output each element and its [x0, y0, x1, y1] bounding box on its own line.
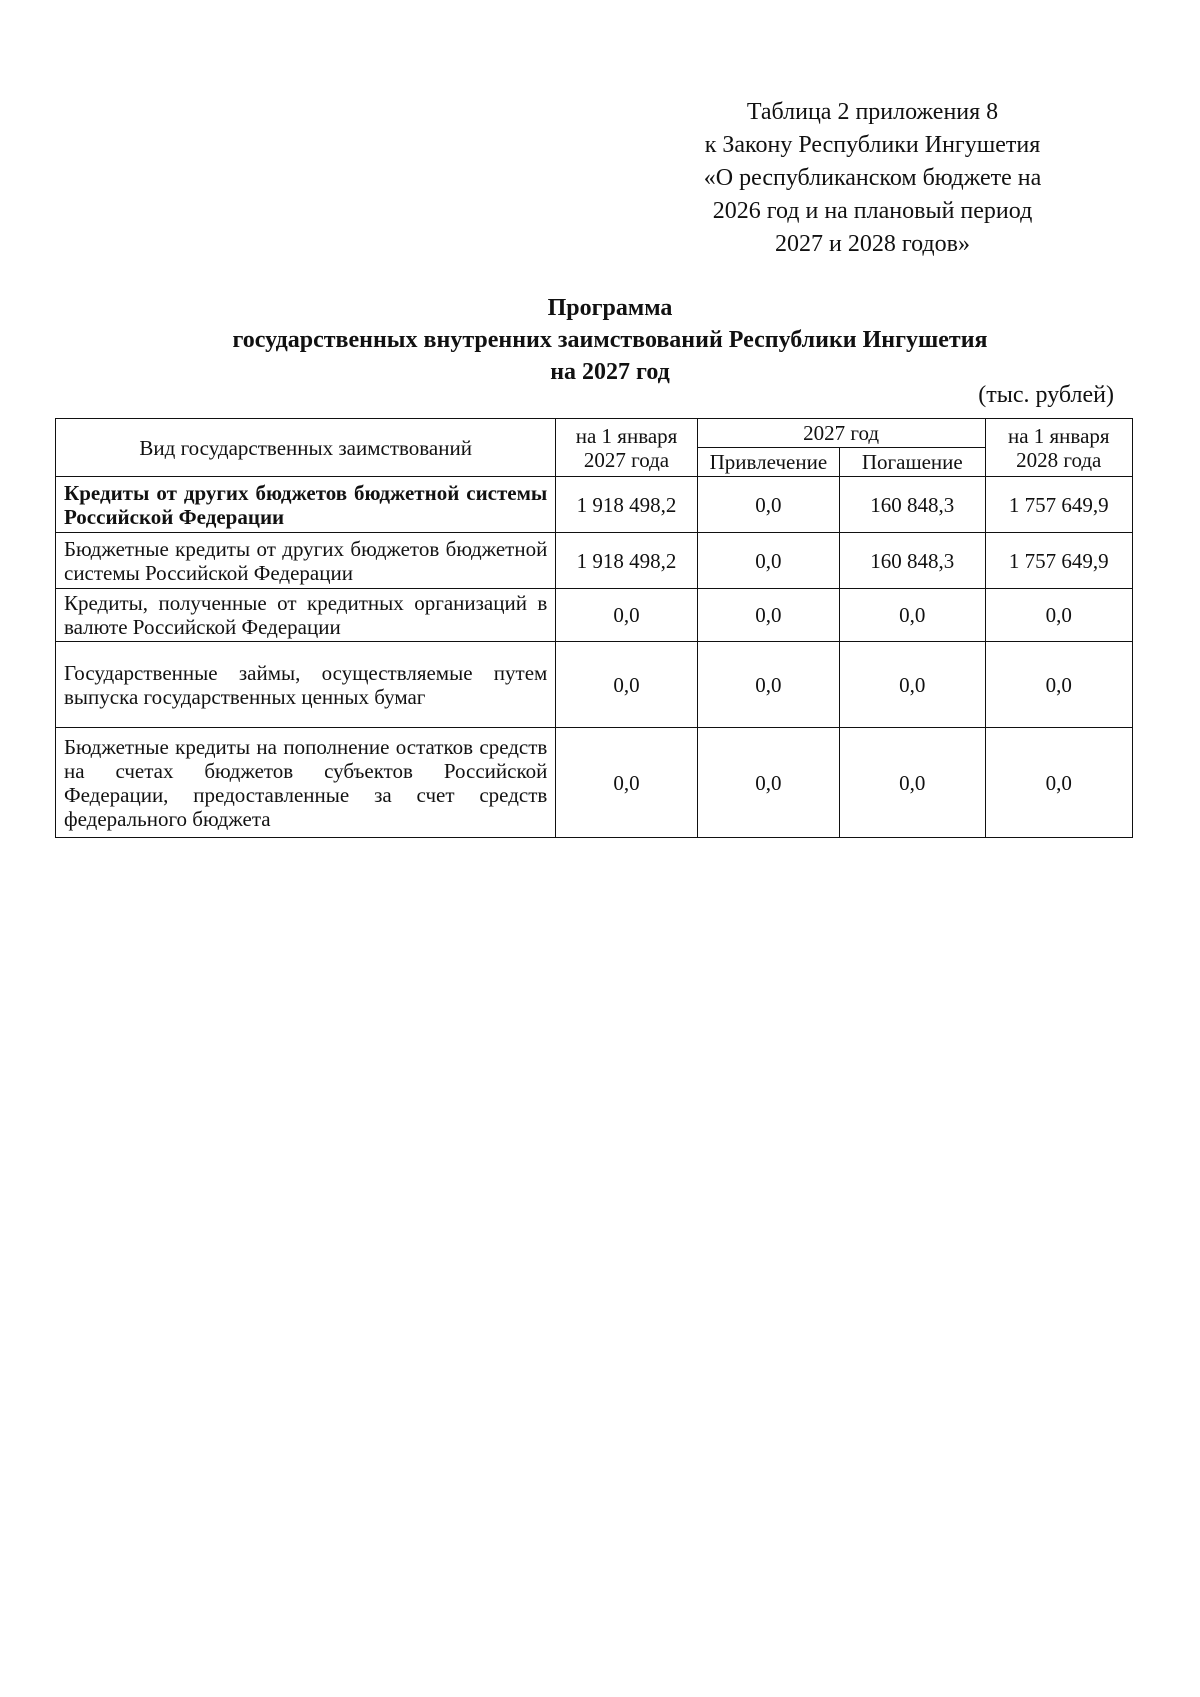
header-end-balance: на 1 января 2028 года: [985, 419, 1132, 477]
table-header-row: [56, 419, 1133, 448]
title-line: на 2027 год: [550, 359, 670, 385]
document-header: [640, 96, 1105, 261]
table-row: [56, 642, 1133, 728]
borrowings-table: [55, 418, 1133, 838]
row-attraction: 0,0: [697, 642, 839, 728]
header-line: Таблица 2 приложения 8: [746, 99, 999, 125]
header-line: 2026 год и на плановый период: [712, 198, 1033, 224]
header-line: к Закону Республики Ингушетия: [704, 132, 1041, 158]
row-attraction: 0,0: [697, 533, 839, 589]
row-name: Государственные займы, осуществляемые путем выпуска государственных ценных бумаг: [56, 642, 556, 728]
header-line: 2027 и 2028 годов»: [775, 231, 970, 257]
table-row: [56, 589, 1133, 642]
row-start: 1 918 498,2: [556, 533, 697, 589]
row-repayment: 160 848,3: [840, 477, 985, 533]
table-row: [56, 533, 1133, 589]
row-repayment: 0,0: [840, 642, 985, 728]
header-type: Вид государственных заимствований: [56, 419, 556, 477]
table-row: [56, 728, 1133, 838]
header-repayment: Погашение: [840, 448, 985, 477]
row-end: 0,0: [985, 728, 1132, 838]
row-start: 0,0: [556, 589, 697, 642]
row-start: 0,0: [556, 642, 697, 728]
row-repayment: 160 848,3: [840, 533, 985, 589]
row-name: Бюджетные кредиты от других бюджетов бюджетной системы Российской Федерации: [56, 533, 556, 589]
row-end: 0,0: [985, 589, 1132, 642]
header-attraction: Привлечение: [697, 448, 839, 477]
row-repayment: 0,0: [840, 728, 985, 838]
document-title: [60, 292, 1160, 388]
row-repayment: 0,0: [840, 589, 985, 642]
row-end: 0,0: [985, 642, 1132, 728]
row-name: Бюджетные кредиты на пополнение остатков средств на счетах бюджетов субъектов Российской Федерации, предоставленные за счет средств федерального бюджета: [56, 728, 556, 838]
title-line: государственных внутренних заимствований Республики Ингушетия: [232, 327, 988, 353]
row-name: Кредиты, полученные от кредитных организаций в валюте Российской Федерации: [56, 589, 556, 642]
row-end: 1 757 649,9: [985, 477, 1132, 533]
header-start-balance: на 1 января 2027 года: [556, 419, 697, 477]
row-attraction: 0,0: [697, 589, 839, 642]
row-start: 1 918 498,2: [556, 477, 697, 533]
row-name: Кредиты от других бюджетов бюджетной системы Российской Федерации: [56, 477, 556, 533]
row-attraction: 0,0: [697, 477, 839, 533]
header-year: 2027 год: [697, 419, 985, 448]
title-line: Программа: [547, 295, 673, 321]
row-end: 1 757 649,9: [985, 533, 1132, 589]
units-label: (тыс. рублей): [978, 382, 1114, 408]
header-line: «О республиканском бюджете на: [703, 165, 1042, 191]
row-attraction: 0,0: [697, 728, 839, 838]
row-start: 0,0: [556, 728, 697, 838]
table-row: [56, 477, 1133, 533]
